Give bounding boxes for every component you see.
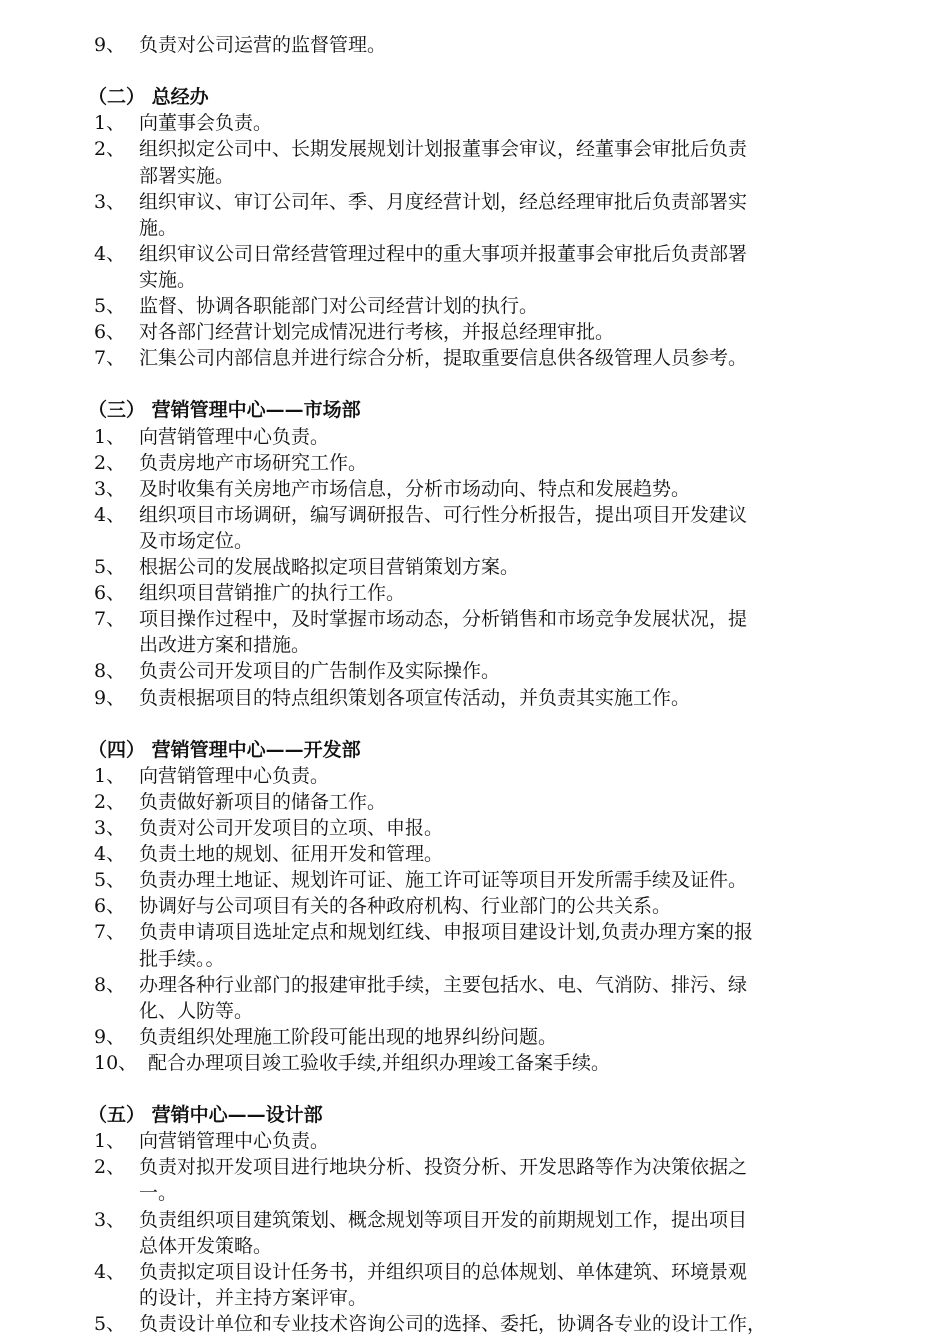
list-item-number: 4、 (94, 242, 126, 265)
list-item-text: 负责组织处理施工阶段可能出现的地界纠纷问题。 (139, 1025, 558, 1048)
list-item-text: 负责组织项目建筑策划、概念规划等项目开发的前期规划工作，提出项目 (139, 1208, 748, 1231)
list-item-number: 6、 (94, 895, 126, 918)
list-item-number: 3、 (94, 817, 126, 839)
list-item-text: 负责公司开发项目的广告制作及实际操作。 (139, 660, 501, 683)
list-item-text: 监督、协调各职能部门对公司经营计划的执行。 (139, 295, 539, 317)
list-item-text: 负责根据项目的特点组织策划各项宣传活动，并负责其实施工作。 (139, 686, 691, 709)
list-item-text: 一。 (139, 1182, 178, 1205)
list-item-text: 负责设计单位和专业技术咨询公司的选择、委托，协调各专业的设计工作， (139, 1312, 767, 1335)
list-item-number: 4、 (94, 843, 126, 866)
list-item-text: 负责拟定项目设计任务书，并组织项目的总体规划、单体建筑、环境景观 (139, 1260, 748, 1283)
list-item-number: 10、 (94, 1051, 138, 1074)
list-item-number: 1、 (94, 112, 126, 135)
list-item-number: 9、 (94, 1025, 126, 1048)
list-item-text: 汇集公司内部信息并进行综合分析，提取重要信息供各级管理人员参考。 (139, 347, 748, 370)
list-item-number: 8、 (94, 660, 126, 683)
list-item-text: 负责办理土地证、规划许可证、施工许可证等项目开发所需手续及证件。 (139, 869, 748, 892)
list-item-number: 2、 (94, 1156, 126, 1179)
list-item-text: 负责申请项目选址定点和规划红线、申报项目建设计划,负责办理方案的报 (139, 921, 754, 944)
list-item-number: 9、 (94, 34, 126, 56)
list-item-text: 办理各种行业部门的报建审批手续，主要包括水、电、气消防、排污、绿 (139, 973, 748, 996)
list-item-text: 化、人防等。 (139, 999, 254, 1022)
list-item-text: 负责对公司运营的监督管理。 (139, 34, 387, 56)
list-item-number: 9、 (94, 686, 126, 709)
list-item-number: 5、 (94, 1312, 126, 1335)
list-item-number: 7、 (94, 347, 126, 370)
list-item-text: 协调好与公司项目有关的各种政府机构、行业部门的公共关系。 (139, 895, 672, 918)
list-item-text: 项目操作过程中，及时掌握市场动态，分析销售和市场竞争发展状况，提 (139, 608, 748, 631)
list-item-text: 向董事会负责。 (139, 112, 273, 135)
list-item-number: 1、 (94, 1130, 126, 1153)
section-heading: （三） 营销管理中心——市场部 (88, 399, 361, 422)
list-item-number: 8、 (94, 973, 126, 996)
list-item-number: 1、 (94, 425, 126, 448)
list-item-number: 3、 (94, 477, 126, 500)
list-item-number: 2、 (94, 451, 126, 474)
list-item-text: 负责对公司开发项目的立项、申报。 (139, 817, 444, 839)
list-item-number: 4、 (94, 1260, 126, 1283)
list-item-text: 组织项目营销推广的执行工作。 (139, 582, 406, 605)
list-item-number: 7、 (94, 608, 126, 631)
list-item-text: 向营销管理中心负责。 (139, 1130, 330, 1153)
list-item-text: 负责对拟开发项目进行地块分析、投资分析、开发思路等作为决策依据之 (139, 1156, 748, 1179)
list-item-text: 的设计，并主持方案评审。 (139, 1286, 368, 1309)
list-item-text: 对各部门经营计划完成情况进行考核，并报总经理审批。 (139, 321, 615, 344)
list-item-text: 负责土地的规划、征用开发和管理。 (139, 843, 444, 866)
list-item-number: 2、 (94, 790, 126, 813)
list-item-text: 组织拟定公司中、长期发展规划计划报董事会审议，经董事会审批后负责 (139, 138, 748, 161)
list-item-number: 6、 (94, 321, 126, 344)
list-item-text: 负责做好新项目的储备工作。 (139, 790, 387, 813)
list-item-text: 组织审议公司日常经营管理过程中的重大事项并报董事会审批后负责部署 (139, 242, 748, 265)
section-heading: （四） 营销管理中心——开发部 (88, 738, 361, 761)
list-item-text: 组织审议、审订公司年、季、月度经营计划，经总经理审批后负责部署实 (139, 190, 748, 213)
list-item-number: 6、 (94, 582, 126, 605)
list-item-number: 5、 (94, 869, 126, 892)
list-item-text: 总体开发策略。 (139, 1234, 273, 1257)
list-item-text: 负责房地产市场研究工作。 (139, 451, 368, 474)
list-item-number: 5、 (94, 295, 126, 317)
list-item-number: 5、 (94, 556, 126, 578)
list-item-text: 部署实施。 (139, 164, 235, 187)
list-item-text: 出改进方案和措施。 (139, 634, 311, 657)
list-item-text: 施。 (139, 216, 178, 239)
list-item-number: 7、 (94, 921, 126, 944)
list-item-number: 3、 (94, 190, 126, 213)
list-item-text: 批手续。。 (139, 947, 225, 970)
list-item-text: 及市场定位。 (139, 529, 254, 552)
section-heading: （五） 营销中心——设计部 (88, 1104, 323, 1127)
list-item-text: 配合办理项目竣工验收手续,并组织办理竣工备案手续。 (148, 1051, 611, 1074)
list-item-text: 向营销管理中心负责。 (139, 764, 330, 787)
list-item-number: 3、 (94, 1208, 126, 1231)
list-item-number: 2、 (94, 138, 126, 161)
list-item-text: 及时收集有关房地产市场信息，分析市场动向、特点和发展趋势。 (139, 477, 691, 500)
list-item-text: 根据公司的发展战略拟定项目营销策划方案。 (139, 556, 520, 578)
list-item-number: 1、 (94, 764, 126, 787)
list-item-text: 实施。 (139, 268, 197, 291)
list-item-text: 组织项目市场调研，编写调研报告、可行性分析报告，提出项目开发建议 (139, 503, 748, 526)
list-item-text: 向营销管理中心负责。 (139, 425, 330, 448)
list-item-number: 4、 (94, 503, 126, 526)
section-heading: （二） 总经办 (88, 86, 209, 109)
